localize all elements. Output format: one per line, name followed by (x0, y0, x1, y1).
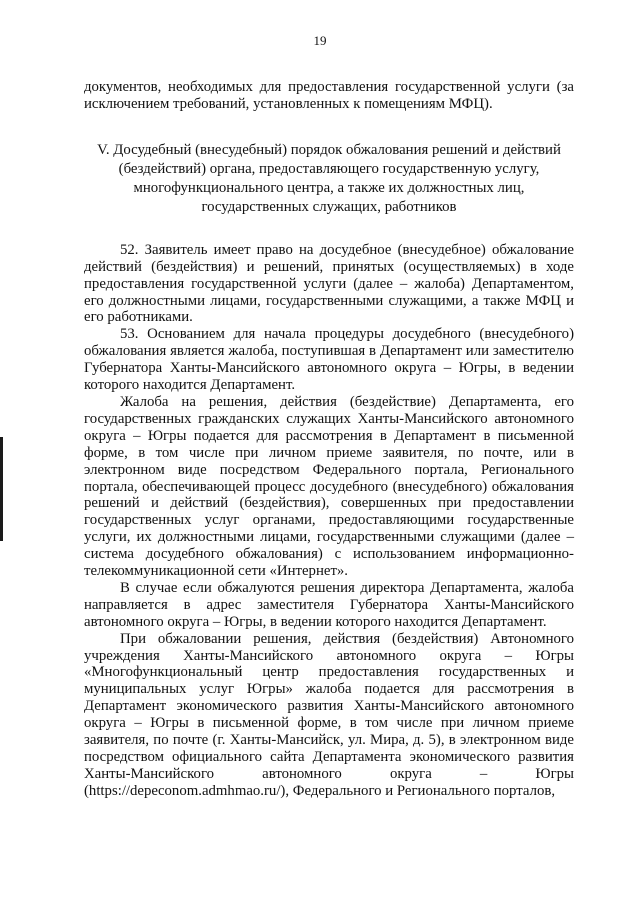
paragraph-52: 52. Заявитель имеет право на досудебное (внесудебное) обжалование действий (бездействия) и решений, принятых (осуществляемых) в ходе предоставления государственной услуги (далее – жалоба) Департаментом, его должностными лицами, государственными служащими, а также МФЦ и его работниками. (84, 241, 574, 326)
document-body (84, 79, 574, 800)
paragraph-director-complaint: В случае если обжалуются решения директора Департамента, жалоба направляется в адрес заместителя Губернатора Ханты-Мансийского автономного округа – Югры, в ведении которого находится Департамент. (84, 579, 574, 630)
paragraph-mfc-complaint: При обжаловании решения, действия (бездействия) Автономного учреждения Ханты-Мансийского автономного округа – Югры «Многофункциональный центр предоставления государственных и муниципальных услуг Югры» жалоба подается для рассмотрения в Департамент экономического развития Ханты-Мансийского автономного округа – Югры в письменной форме, в том числе при личном приеме заявителя, по почте (г. Ханты-Мансийск, ул. Мира, д. 5), в электронном виде посредством официального сайта Департамента экономического развития Ханты-Мансийского автономного округа – Югры (https://depeconom.admhmao.ru/), Федерального и Регионального порталов, (84, 630, 574, 799)
page-number: 19 (313, 33, 327, 48)
scan-margin-mark (0, 437, 3, 541)
section-title: V. Досудебный (внесудебный) порядок обжалования решений и действий (бездействий) органа, предоставляющего государственную услугу, многофункционального центра, а также их должностных лиц, государственных служащих, работников (97, 141, 561, 215)
intro-paragraph: документов, необходимых для предоставления государственной услуги (за исключением требований, установленных к помещениям МФЦ). (84, 79, 574, 112)
paragraph-53: 53. Основанием для начала процедуры досудебного (внесудебного) обжалования является жалоба, поступившая в Департамент или заместителю Губернатора Ханты-Мансийского автономного округа – Югры, в ведении которого находится Департамент. (84, 326, 574, 394)
paragraph-complaint-submission: Жалоба на решения, действия (бездействие) Департамента, его государственных гражданских служащих Ханты-Мансийского автономного округа – Югры подается для рассмотрения в Департамент в письменной форме, в том числе при личном приеме заявителя, по почте, или в электронном виде посредством Федерального портала, Регионального портала, обеспечивающей процесс досудебного (внесудебного) обжалования решений и действий (бездействия), совершенных при предоставлении государственных услуг органами, предоставляющими государственные услуги, их должностными лицами, государственными служащими (далее – система досудебного обжалования) с использованием информационно-телекоммуникационной сети «Интернет». (84, 393, 574, 580)
